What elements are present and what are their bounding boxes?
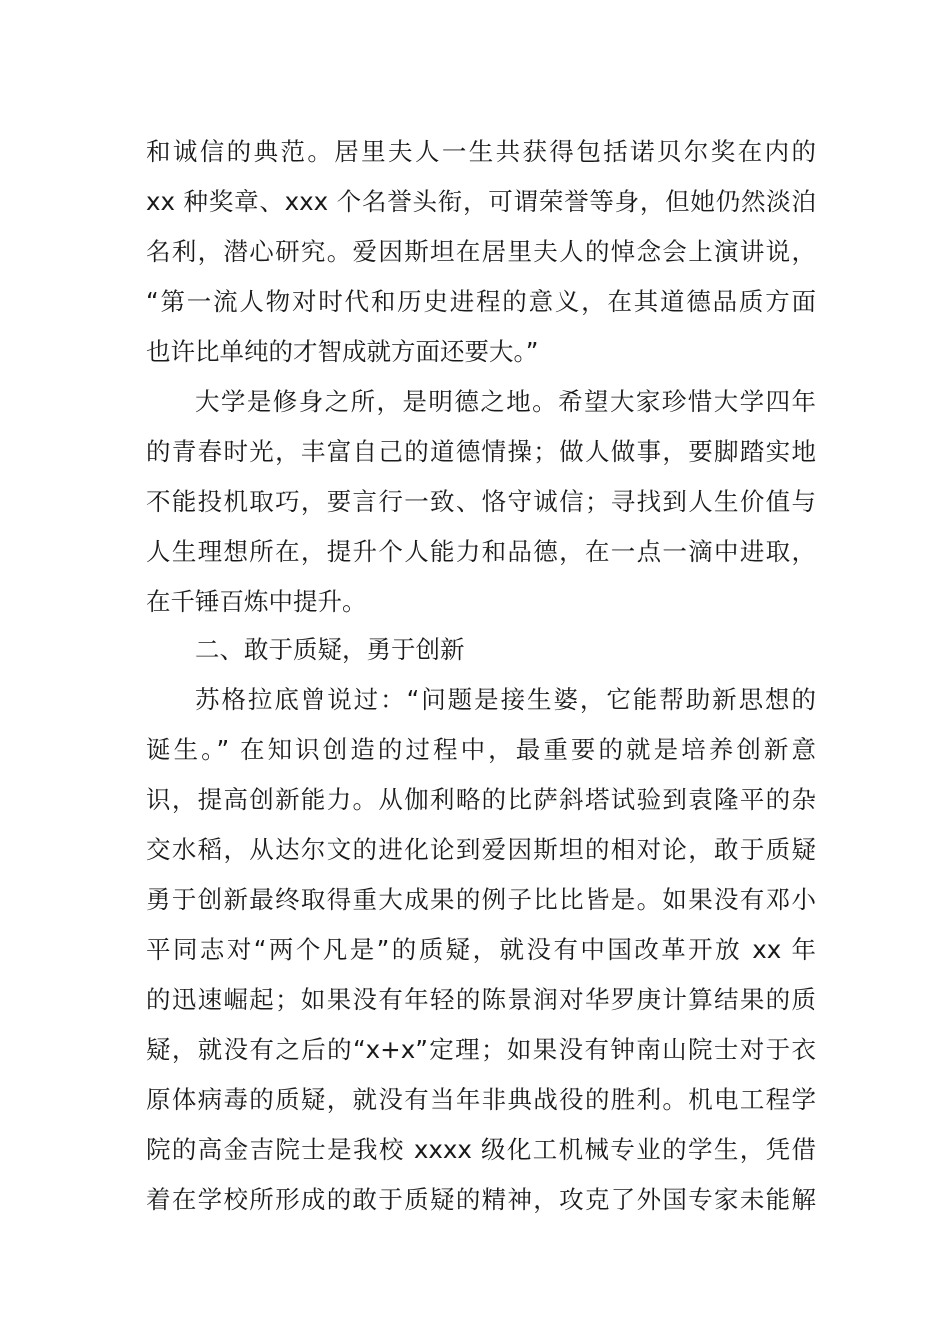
text-line: 勇于创新最终取得重大成果的例子比比皆是。如果没有邓小 [146,885,816,914]
paragraph-first-line: 大学是修身之所，是明德之地。希望大家珍惜大学四年 [195,387,816,416]
text-line: 名利，潜心研究。爱因斯坦在居里夫人的悼念会上演讲说， [146,237,816,266]
text-line: “第一流人物对时代和历史进程的意义，在其道德品质方面 [146,287,816,316]
text-line: 疑，就没有之后的“x+x”定理；如果没有钟南山院士对于衣 [146,1035,816,1064]
text-line: 着在学校所形成的敢于质疑的精神，攻克了外国专家未能解 [146,1185,816,1214]
text-line: 识，提高创新能力。从伽利略的比萨斜塔试验到袁隆平的杂 [146,785,816,814]
text-line: 院的高金吉院士是我校 xxxx 级化工机械专业的学生，凭借 [146,1135,816,1164]
paragraph-first-line: 苏格拉底曾说过：“问题是接生婆，它能帮助新思想的 [195,685,816,714]
section-heading: 二、敢于质疑，勇于创新 [195,635,465,664]
text-line: xx 种奖章、xxx 个名誉头衔，可谓荣誉等身，但她仍然淡泊 [146,187,816,216]
text-line: 的青春时光，丰富自己的道德情操；做人做事，要脚踏实地 [146,437,816,466]
text-line: 原体病毒的质疑，就没有当年非典战役的胜利。机电工程学 [146,1085,816,1114]
text-line: 也许比单纯的才智成就方面还要大。” [146,337,539,366]
text-line: 诞生。” 在知识创造的过程中，最重要的就是培养创新意 [146,735,816,764]
text-line: 交水稻，从达尔文的进化论到爱因斯坦的相对论，敢于质疑 [146,835,816,864]
text-line: 平同志对“两个凡是”的质疑，就没有中国改革开放 xx 年 [146,935,816,964]
text-line: 和诚信的典范。居里夫人一生共获得包括诺贝尔奖在内的 [146,137,816,166]
text-line: 在千锤百炼中提升。 [146,587,367,616]
text-line: 不能投机取巧，要言行一致、恪守诚信；寻找到人生价值与 [146,487,816,516]
text-line: 人生理想所在，提升个人能力和品德，在一点一滴中进取， [146,537,816,566]
text-line: 的迅速崛起；如果没有年轻的陈景润对华罗庚计算结果的质 [146,985,816,1014]
